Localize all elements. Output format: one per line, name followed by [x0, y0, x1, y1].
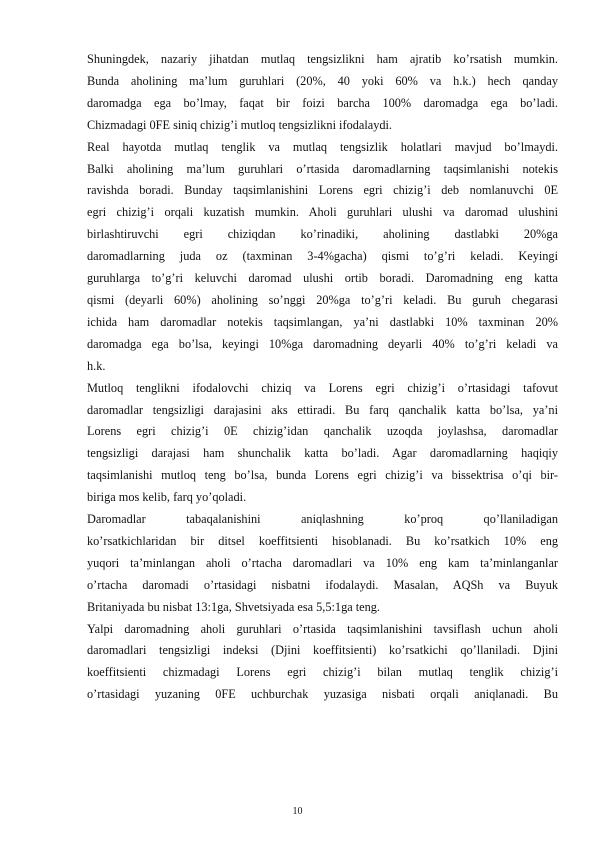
paragraph [87, 378, 558, 509]
text-line: o’rtacha daromadi o’rtasidagi nisbatni ifodalaydi. Masalan, AQSh va Buyuk [87, 577, 558, 592]
text-line: birlashtiruvchi egri chiziqdan ko’rinadiki, aholining dastlabki 20%ga [87, 227, 558, 242]
text-line: daromadlari tengsizligi indeksi (Djini koeffitsienti) ko’rsatkichi qo’llaniladi. Djini [87, 643, 558, 658]
text-line: ichida ham daromadlar notekis taqsimlangan, ya’ni dastlabki 10% taxminan 20% [87, 314, 558, 329]
text-line: daromadlarning juda oz (taxminan 3-4%gacha) qismi to’g’ri keladi. Keyingi [87, 249, 558, 264]
page-number: 10 [292, 806, 303, 817]
paragraph [87, 619, 558, 707]
text-line: daromadga ega bo’lmay, faqat bir foizi barcha 100% daromadga ega bo’ladi. [87, 95, 558, 110]
text-line: Mutloq tenglikni ifodalovchi chiziq va Lorens egri chizig’i o’rtasidagi tafovut [87, 380, 558, 395]
text-line: koeffitsienti chizmadagi Lorens egri chizig’i bilan mutlaq tenglik chizig’i [87, 665, 558, 680]
text-line: yuqori ta’minlangan aholi o’rtacha daromadlari va 10% eng kam ta’minlanganlar [87, 555, 558, 570]
text-line: Real hayotda mutlaq tenglik va mutlaq tengsizlik holatlari mavjud bo’lmaydi. [87, 139, 558, 154]
text-line: Chizmadagi 0FE siniq chizig’i mutloq tengsizlikni ifodalaydi. [87, 117, 392, 132]
paragraph [87, 509, 558, 619]
text-line: biriga mos kelib, farq yo’qoladi. [87, 490, 247, 505]
text-line: tengsizligi darajasi ham shunchalik katta bo’ladi. Agar daromadlarning haqiqiy [87, 446, 558, 461]
text-line: daromadlar tengsizligi darajasini aks ettiradi. Bu farq qanchalik katta bo’lsa, ya’ni [87, 402, 558, 417]
text-line: daromadga ega bo’lsa, keyingi 10%ga daromadning deyarli 40% to’g’ri keladi va [87, 336, 558, 351]
text-line: ko’rsatkichlaridan bir ditsel koeffitsienti hisoblanadi. Bu ko’rsatkich 10% eng [87, 533, 558, 548]
paragraph [87, 137, 558, 378]
text-line: qismi (deyarli 60%) aholining so’nggi 20%ga to’g’ri keladi. Bu guruh chegarasi [87, 292, 558, 307]
body-text [87, 49, 558, 706]
paragraph [87, 49, 558, 137]
text-line: Balki aholining ma’lum guruhlari o’rtasida daromadlarning taqsimlanishi notekis [87, 161, 558, 176]
text-line: taqsimlanishi mutloq teng bo’lsa, bunda Lorens egri chizig’i va bissektrisa o’qi bir- [87, 468, 558, 483]
text-line: Shuningdek, nazariy jihatdan mutlaq tengsizlikni ham ajratib ko’rsatish mumkin. [87, 52, 558, 66]
text-line: egri chizig’i orqali kuzatish mumkin. Aholi guruhlari ulushi va daromad ulushini [87, 205, 558, 220]
text-line: Daromadlar tabaqalanishini aniqlashning ko’proq qo’llaniladigan [87, 512, 558, 527]
text-line: guruhlarga to’g’ri keluvchi daromad ulushi ortib boradi. Daromadning eng katta [87, 271, 558, 286]
text-line: h.k. [87, 358, 106, 373]
text-line: Bunda aholining ma’lum guruhlari (20%, 40 yoki 60% va h.k.) hech qanday [87, 73, 558, 88]
text-line: Yalpi daromadning aholi guruhlari o’rtasida taqsimlanishini tavsiflash uchun aholi [87, 621, 558, 636]
text-line: Britaniyada bu nisbat 13:1ga, Shvetsiyada esa 5,5:1ga teng. [87, 599, 381, 614]
text-line: Lorens egri chizig’i 0E chizig’idan qanchalik uzoqda joylashsa, daromadlar [87, 424, 558, 439]
text-line: ravishda boradi. Bunday taqsimlanishini Lorens egri chizig’i deb nomlanuvchi 0E [87, 183, 558, 198]
text-line: o’rtasidagi yuzaning 0FE uchburchak yuzasiga nisbati orqali aniqlanadi. Bu [87, 687, 558, 702]
